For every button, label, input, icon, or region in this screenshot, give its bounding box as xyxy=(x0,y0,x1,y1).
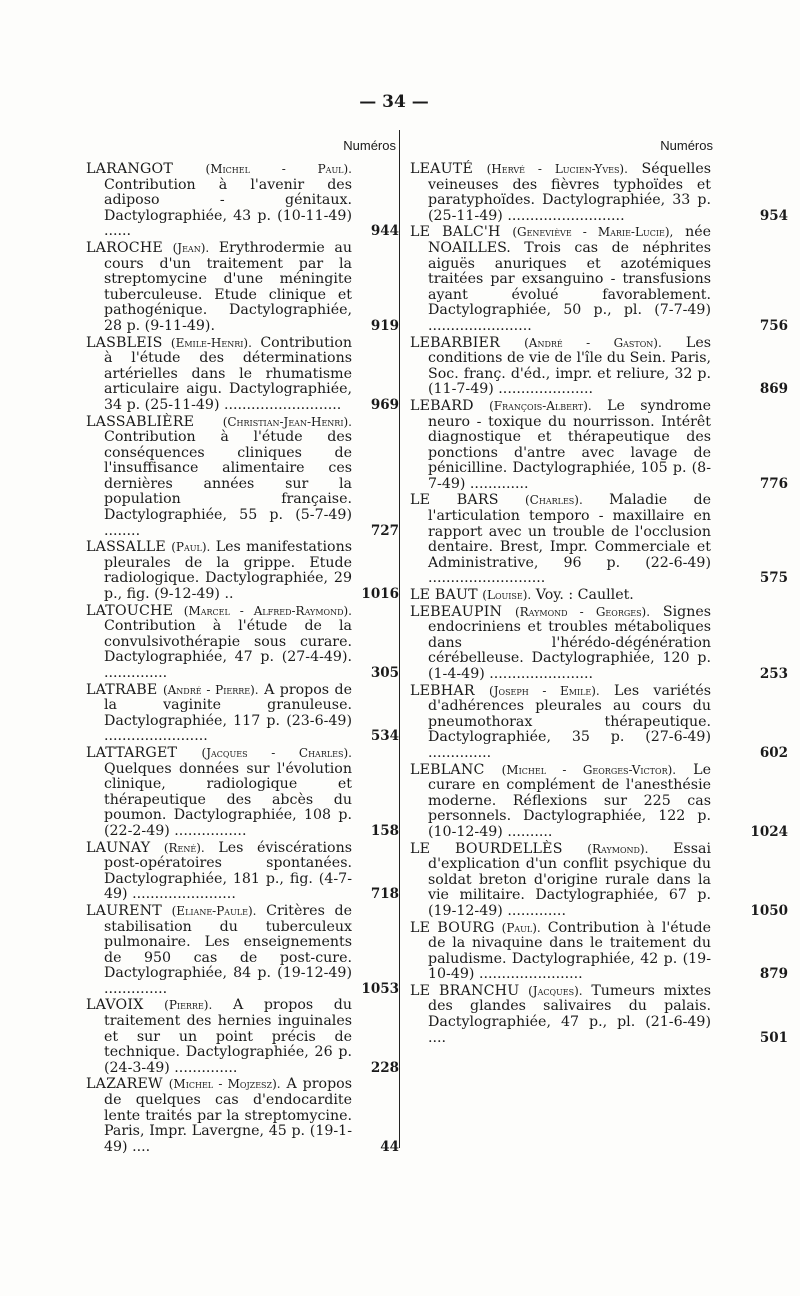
entry-author-surname: LATRABE xyxy=(86,681,158,698)
column-divider xyxy=(399,130,400,1148)
entry-description: Le curare en complément de l'anesthésie moderne. Réflexions sur 225 cas personnels. Dactylographiée, 122 p. (10-12-49) .......... xyxy=(428,761,711,840)
entry-author-surname: LEBEAUPIN xyxy=(410,603,503,620)
entry-author-surname: LAZAREW xyxy=(86,1076,163,1093)
entry-author-firstname: (Raymond - Georges). xyxy=(514,604,651,619)
entry-description: Contribution à l'étude de la convulsivothérapie sous curare. Dactylographiée, 47 p. (27-4-49). .............. xyxy=(104,618,352,681)
entry-description: Les éviscérations post-opératoires spontanées. Dactylographiée, 181 p., fig. (4-7-49) ....................... xyxy=(104,839,352,903)
entry-number: 253 xyxy=(759,666,788,682)
entry-number: 501 xyxy=(759,1029,788,1046)
entry-author-firstname: (Michel - Georges-Victor). xyxy=(501,762,677,777)
entry-author-firstname: (Charles). xyxy=(525,493,583,508)
entry-description: Critères de stabilisation du tuberculeux pulmonaire. Les enseignements de 950 cas de post-cure. Dactylographiée, 84 p. (19-12-49) .............. xyxy=(104,902,352,997)
entry-author-firstname: (Michel - Mojzesz). xyxy=(168,1077,281,1092)
entry-number: 869 xyxy=(759,381,788,398)
entry-author-surname: LASBLEIS xyxy=(86,334,163,351)
entry-description: A propos du traitement des hernies inguinales et sur un point précis de technique. Dactylographiée, 26 p. (24-3-49) .............. xyxy=(104,997,353,1076)
right-entries xyxy=(410,161,788,1046)
entry-number: 158 xyxy=(370,822,399,839)
entry-description: Contribution à l'étude de la nivaquine dans le traitement du paludisme. Dactylographiée, 42 p. (19-10-49) ....................... xyxy=(428,919,711,983)
entry-author-surname: LAUNAY xyxy=(86,839,151,856)
entry-description: Essai d'explication d'un conflit psychique du soldat breton d'origine rurale dans la vie militaire. Dactylographiée, 67 p. (19-12-49) ............. xyxy=(428,840,711,919)
entry-author-surname: LAVOIX xyxy=(86,997,144,1014)
entry-number: 944 xyxy=(370,223,399,240)
entry-number: 575 xyxy=(759,570,788,587)
entry-number: 969 xyxy=(370,396,399,413)
entry-number: 305 xyxy=(370,665,399,681)
entry-author-firstname: (Paul). xyxy=(501,920,541,935)
entry-description: Le syndrome neuro - toxique du nourrisson. Intérêt diagnostique et thérapeutique des ponctions d'antre avec lavage de pénicilline. Dactylographiée, 105 p. (8-7-49) ............. xyxy=(428,397,711,492)
index-entry xyxy=(86,161,399,240)
left-column xyxy=(86,130,399,1155)
entry-author-firstname: (Jacques - Charles). xyxy=(201,745,352,760)
index-entry xyxy=(410,982,788,1046)
page-number: — 34 — xyxy=(359,92,429,112)
entry-description: Erythrodermie au cours d'un traitement par la streptomycine d'une méningite tuberculeuse. Etude clinique et pathogénique. Dactylographiée, 28 p. (9-11-49). xyxy=(104,239,353,334)
entry-author-firstname: (Jean). xyxy=(172,240,210,255)
entry-author-surname: LATTARGET xyxy=(86,744,178,761)
entry-description: Contribution à l'étude des déterminations artérielles dans le rhumatisme articulaire aigu. Dactylographiée, 34 p. (25-11-49) .......................... xyxy=(104,334,353,413)
left-entries xyxy=(86,161,399,1155)
right-column-header: Numéros xyxy=(660,138,713,153)
entry-author-surname: LE BRANCHU xyxy=(410,982,520,999)
entry-number: 879 xyxy=(759,966,788,983)
entry-number: 602 xyxy=(759,744,788,761)
entry-author-surname: LASSALLE xyxy=(86,539,166,556)
entry-description: Maladie de l'articulation temporo - maxillaire en rapport avec un trouble de l'occlusion dentaire. Brest, Impr. Commerciale et Administrative, 96 p. (22-6-49) .......................... xyxy=(428,492,711,587)
index-entry xyxy=(86,997,399,1076)
entry-number: 727 xyxy=(370,522,399,539)
entry-author-firstname: (André - Pierre). xyxy=(162,682,259,697)
entry-number: 1050 xyxy=(750,902,788,919)
entry-number: 44 xyxy=(380,1138,399,1155)
entry-author-surname: LEBARBIER xyxy=(410,334,501,351)
entry-number: 1016 xyxy=(361,586,399,603)
index-entry xyxy=(410,603,788,683)
entry-author-surname: LEBLANC xyxy=(410,761,485,778)
entry-author-surname: LATOUCHE xyxy=(86,602,174,619)
entry-number: 756 xyxy=(759,317,788,334)
entry-author-surname: LEBHAR xyxy=(410,682,475,699)
entry-description: Signes endocriniens et troubles métaboliques dans l'hérédo-dégénération cérébelleuse. Dactylographiée, 120 p. (1-4-49) ....................... xyxy=(428,603,712,682)
entry-author-firstname: (Hervé - Lucien-Yves). xyxy=(486,162,628,176)
left-column-header: Numéros xyxy=(343,138,396,153)
entry-author-firstname: (Raymond). xyxy=(587,841,649,856)
index-entry xyxy=(410,397,788,493)
index-entry xyxy=(410,919,788,983)
right-column xyxy=(410,130,788,1150)
entry-description: Contribution à l'avenir des adiposo - génitaux. Dactylographiée, 43 p. (10-11-49) ...... xyxy=(104,176,352,240)
index-entry xyxy=(86,744,399,840)
entry-author-firstname: (Michel - Paul). xyxy=(205,162,352,176)
index-entry xyxy=(86,1076,399,1155)
entry-description: Contribution à l'étude des conséquences cliniques de l'insuffisance alimentaire ces dernières années sur la population française. Dactylographiée, 55 p. (5-7-49) ........ xyxy=(104,429,352,539)
entry-description: Les conditions de vie de l'île du Sein. Paris, Soc. franç. d'éd., impr. et reliure, 32 p. (11-7-49) ..................... xyxy=(428,334,712,398)
entry-author-firstname: (Marcel - Alfred-Raymond). xyxy=(183,603,352,618)
entry-number: 228 xyxy=(370,1059,399,1076)
index-entry xyxy=(410,492,788,587)
entry-author-firstname: (Paul). xyxy=(171,540,211,555)
entry-number: 776 xyxy=(759,475,788,492)
index-entry xyxy=(86,539,399,603)
index-entry xyxy=(86,681,399,745)
entry-description: Séquelles veineuses des fièvres typhoïdes et paratyphoïdes. Dactylographiée, 33 p. (25-11-49) .......................... xyxy=(428,161,712,224)
entry-author-firstname: (Eliane-Paule). xyxy=(171,903,257,918)
index-entry xyxy=(410,224,788,334)
entry-author-firstname: (René). xyxy=(163,840,205,855)
entry-number: 1024 xyxy=(750,823,788,840)
entry-author-surname: LE BOURDELLÈS xyxy=(410,840,563,857)
entry-author-surname: LE BOURG xyxy=(410,919,495,936)
entry-author-surname: LE BALC'H xyxy=(410,224,501,241)
index-entry xyxy=(86,839,399,903)
entry-description: A propos de quelques cas d'endocardite lente traités par la streptomycine. Paris, Impr. Lavergne, 45 p. (19-1-49) .... xyxy=(104,1076,352,1155)
entry-number: 954 xyxy=(759,207,788,224)
entry-author-surname: LE BAUT xyxy=(410,587,478,604)
entry-number: 1053 xyxy=(361,980,399,997)
index-entry xyxy=(410,840,788,920)
entry-number: 718 xyxy=(370,886,399,903)
entry-description: A propos de la vaginite granuleuse. Dactylographiée, 117 p. (23-6-49) ....................... xyxy=(104,681,353,745)
index-entry xyxy=(86,239,399,335)
index-entry xyxy=(410,588,713,604)
entry-description: Tumeurs mixtes des glandes salivaires du palais. Dactylographiée, 47 p., pl. (21-6-49) .... xyxy=(428,982,712,1046)
entry-author-surname: LASSABLIÈRE xyxy=(86,413,195,430)
entry-number: 534 xyxy=(370,728,399,745)
entry-author-firstname: (François-Albert). xyxy=(489,398,592,413)
entry-author-surname: LAROCHE xyxy=(86,239,163,256)
entry-author-firstname: (Christian-Jean-Henri). xyxy=(222,414,352,429)
entry-description: Voy. : Caullet. xyxy=(535,587,634,604)
entry-author-firstname: (Pierre). xyxy=(164,998,213,1013)
index-entry xyxy=(410,761,788,841)
entry-description: née NOAILLES. Trois cas de néphrites aiguës anuriques et azotémiques traitées par exsanguino - transfusions ayant évolué favorablement. Dactylographiée, 50 p., pl. (7-7-49) ....................... xyxy=(428,224,712,334)
entry-author-firstname: (Geneviève - Marie-Lucie), xyxy=(512,225,674,240)
entry-author-surname: LEBARD xyxy=(410,397,474,414)
entry-number: 919 xyxy=(370,317,399,334)
entry-author-surname: LEAUTÉ xyxy=(410,161,474,177)
entry-description: Quelques données sur l'évolution clinique, radiologique et thérapeutique des abcès du poumon. Dactylographiée, 108 p. (22-2-49) ................ xyxy=(104,760,352,839)
index-entry xyxy=(410,334,788,398)
index-entry xyxy=(86,334,399,414)
entry-author-surname: LAURENT xyxy=(86,902,162,919)
index-entry xyxy=(410,682,788,762)
index-entry xyxy=(410,161,788,224)
entry-author-firstname: (Emile-Henri). xyxy=(170,335,252,350)
entry-author-surname: LARANGOT xyxy=(86,161,174,177)
entry-description: Les manifestations pleurales de la grippe. Etude radiologique. Dactylographiée, 29 p., fig. (9-12-49) .. xyxy=(104,539,352,603)
index-entry xyxy=(86,602,399,682)
entry-author-firstname: (André - Gaston). xyxy=(524,335,662,350)
index-entry xyxy=(86,902,399,998)
entry-author-surname: LE BARS xyxy=(410,492,499,509)
entry-author-firstname: (Jacques). xyxy=(528,983,583,998)
entry-author-firstname: (Joseph - Emile). xyxy=(489,683,600,698)
entry-author-firstname: (Louise). xyxy=(482,588,532,603)
entry-description: Les variétés d'adhérences pleurales au cours du pneumothorax thérapeutique. Dactylographiée, 35 p. (27-6-49) .............. xyxy=(428,682,711,761)
index-entry xyxy=(86,413,399,540)
